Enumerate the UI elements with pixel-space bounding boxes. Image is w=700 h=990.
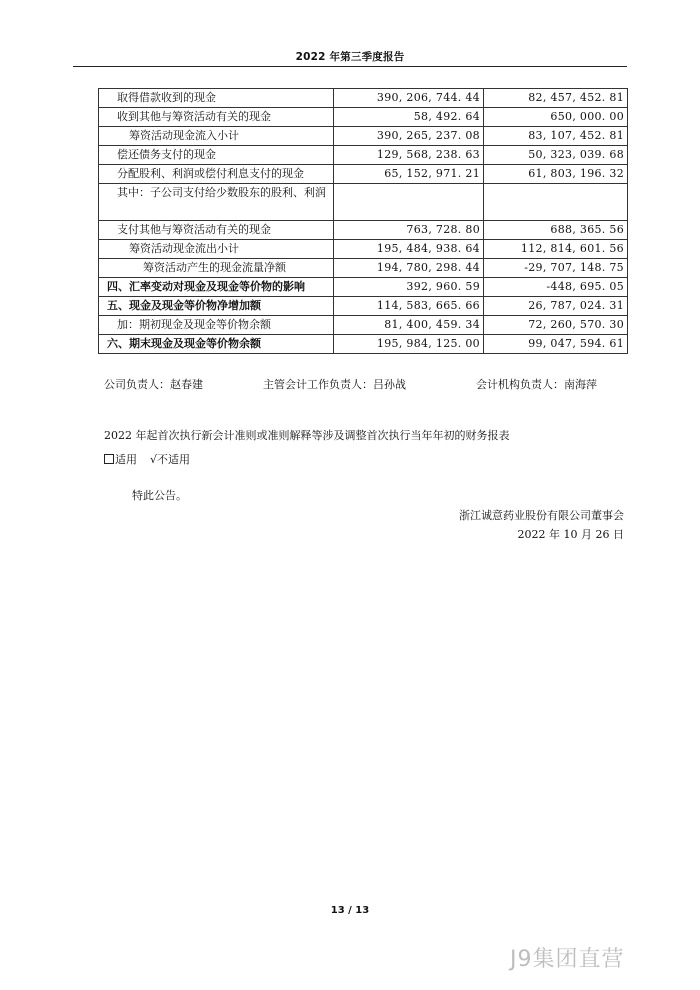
table-row xyxy=(99,184,628,221)
row-label: 筹资活动现金流出小计 xyxy=(99,240,334,259)
row-label: 六、期末现金及现金等价物余额 xyxy=(99,335,334,354)
accounting-head-signature: 主管会计工作负责人：吕孙战 xyxy=(263,378,406,391)
prior-period-value xyxy=(484,184,628,221)
row-label: 五、现金及现金等价物净增加额 xyxy=(99,297,334,316)
report-header-title: 2022 年第三季度报告 xyxy=(295,51,405,63)
current-period-value: 392, 960. 59 xyxy=(334,278,484,297)
adoption-statement: 2022 年起首次执行新会计准则或准则解释等涉及调整首次执行当年年初的财务报表 xyxy=(104,429,510,442)
prior-period-value: -29, 707, 148. 75 xyxy=(484,259,628,278)
current-period-value: 195, 484, 938. 64 xyxy=(334,240,484,259)
adoption-options xyxy=(104,451,190,467)
current-period-value: 390, 265, 237. 08 xyxy=(334,127,484,146)
row-label: 支付其他与筹资活动有关的现金 xyxy=(99,221,334,240)
table-row xyxy=(99,108,628,127)
table-row xyxy=(99,146,628,165)
page-number: 13 / 13 xyxy=(330,905,370,916)
prior-period-value: 688, 365. 56 xyxy=(484,221,628,240)
prior-period-value: 82, 457, 452. 81 xyxy=(484,89,628,108)
table-row xyxy=(99,89,628,108)
announcement-date: 2022 年 10 月 26 日 xyxy=(517,528,624,541)
prior-period-value: -448, 695. 05 xyxy=(484,278,628,297)
current-period-value: 195, 984, 125. 00 xyxy=(334,335,484,354)
table-row xyxy=(99,127,628,146)
watermark-text: J9集团直营 xyxy=(510,947,625,972)
cash-flow-table xyxy=(98,88,628,354)
not-applicable-label: √不适用 xyxy=(150,453,191,466)
checkbox-empty-icon xyxy=(104,454,114,464)
table-row xyxy=(99,259,628,278)
table-row xyxy=(99,335,628,354)
row-label: 筹资活动产生的现金流量净额 xyxy=(99,259,334,278)
applicable-label: 适用 xyxy=(115,453,137,466)
current-period-value xyxy=(334,184,484,221)
prior-period-value: 61, 803, 196. 32 xyxy=(484,165,628,184)
prior-period-value: 650, 000. 00 xyxy=(484,108,628,127)
current-period-value: 81, 400, 459. 34 xyxy=(334,316,484,335)
current-period-value: 114, 583, 665. 66 xyxy=(334,297,484,316)
row-label: 偿还债务支付的现金 xyxy=(99,146,334,165)
table-row xyxy=(99,165,628,184)
row-label: 加：期初现金及现金等价物余额 xyxy=(99,316,334,335)
row-label: 四、汇率变动对现金及现金等价物的影响 xyxy=(99,278,334,297)
prior-period-value: 50, 323, 039. 68 xyxy=(484,146,628,165)
table-row xyxy=(99,316,628,335)
prior-period-value: 112, 814, 601. 56 xyxy=(484,240,628,259)
row-label: 收到其他与筹资活动有关的现金 xyxy=(99,108,334,127)
prior-period-value: 26, 787, 024. 31 xyxy=(484,297,628,316)
prior-period-value: 83, 107, 452. 81 xyxy=(484,127,628,146)
table-row xyxy=(99,221,628,240)
row-label: 取得借款收到的现金 xyxy=(99,89,334,108)
current-period-value: 65, 152, 971. 21 xyxy=(334,165,484,184)
row-label: 分配股利、利润或偿付利息支付的现金 xyxy=(99,165,334,184)
board-name: 浙江诚意药业股份有限公司董事会 xyxy=(459,509,624,522)
prior-period-value: 72, 260, 570. 30 xyxy=(484,316,628,335)
prior-period-value: 99, 047, 594. 61 xyxy=(484,335,628,354)
current-period-value: 129, 568, 238. 63 xyxy=(334,146,484,165)
company-head-signature: 公司负责人：赵春建 xyxy=(104,378,203,391)
current-period-value: 390, 206, 744. 44 xyxy=(334,89,484,108)
table-row xyxy=(99,297,628,316)
header-divider xyxy=(73,66,627,67)
current-period-value: 763, 728. 80 xyxy=(334,221,484,240)
accounting-institution-head-signature: 会计机构负责人：南海萍 xyxy=(476,378,597,391)
current-period-value: 194, 780, 298. 44 xyxy=(334,259,484,278)
notice-text: 特此公告。 xyxy=(132,489,187,502)
table-row xyxy=(99,278,628,297)
current-period-value: 58, 492. 64 xyxy=(334,108,484,127)
table-row xyxy=(99,240,628,259)
row-label: 筹资活动现金流入小计 xyxy=(99,127,334,146)
row-label: 其中：子公司支付给少数股东的股利、利润 xyxy=(99,184,334,221)
